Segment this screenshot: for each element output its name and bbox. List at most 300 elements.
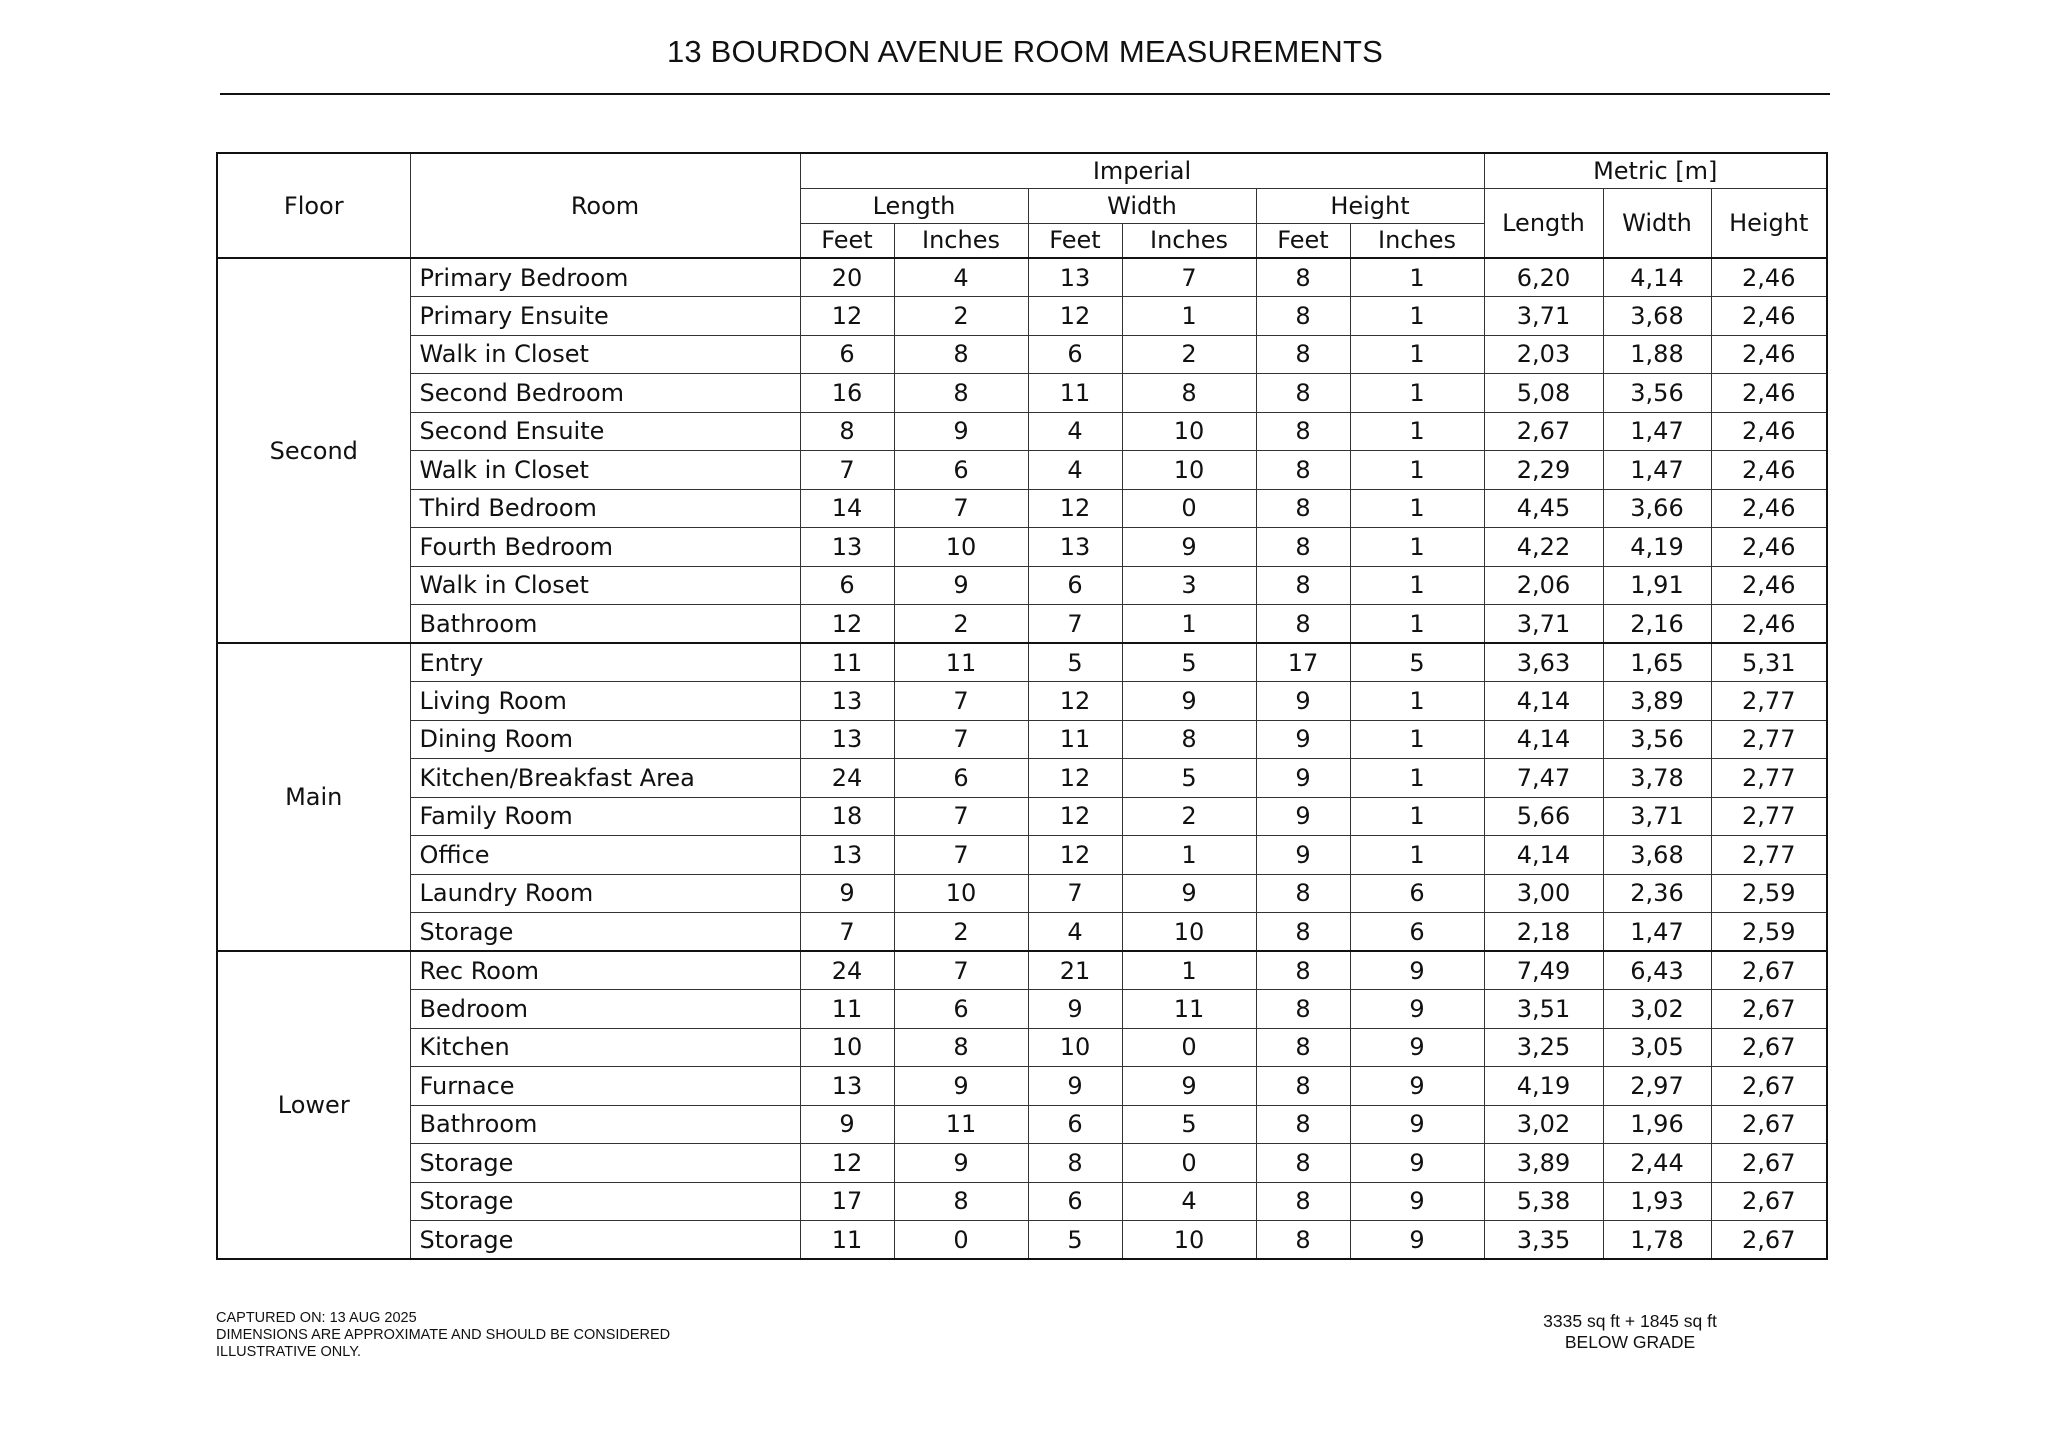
width-feet: 7 xyxy=(1028,874,1122,913)
metric-height: 2,59 xyxy=(1711,874,1827,913)
header-width-inches: Inches xyxy=(1122,223,1256,258)
width-feet: 13 xyxy=(1028,528,1122,567)
width-inches: 10 xyxy=(1122,412,1256,451)
metric-width: 1,88 xyxy=(1603,335,1711,374)
metric-length: 3,71 xyxy=(1484,605,1603,644)
length-feet: 13 xyxy=(800,836,894,875)
length-feet: 13 xyxy=(800,528,894,567)
disclaimer-line-2: ILLUSTRATIVE ONLY. xyxy=(216,1344,362,1360)
metric-width: 3,66 xyxy=(1603,489,1711,528)
room-name: Storage xyxy=(410,1182,800,1221)
area-summary xyxy=(1500,1311,1760,1353)
room-name: Walk in Closet xyxy=(410,451,800,490)
table-body xyxy=(217,258,1827,1259)
metric-length: 5,08 xyxy=(1484,374,1603,413)
height-feet: 8 xyxy=(1256,528,1350,567)
length-feet: 6 xyxy=(800,335,894,374)
height-inches: 1 xyxy=(1350,836,1484,875)
height-inches: 1 xyxy=(1350,528,1484,567)
width-feet: 12 xyxy=(1028,759,1122,798)
length-feet: 16 xyxy=(800,374,894,413)
room-name: Entry xyxy=(410,643,800,682)
height-inches: 1 xyxy=(1350,258,1484,297)
table-row xyxy=(217,335,1827,374)
height-feet: 8 xyxy=(1256,913,1350,952)
height-inches: 9 xyxy=(1350,1182,1484,1221)
metric-width: 3,05 xyxy=(1603,1028,1711,1067)
table-row xyxy=(217,720,1827,759)
width-feet: 7 xyxy=(1028,605,1122,644)
header-room: Room xyxy=(410,153,800,258)
width-inches: 9 xyxy=(1122,682,1256,721)
width-inches: 3 xyxy=(1122,566,1256,605)
length-inches: 8 xyxy=(894,1182,1028,1221)
room-name: Laundry Room xyxy=(410,874,800,913)
metric-width: 3,56 xyxy=(1603,374,1711,413)
length-feet: 6 xyxy=(800,566,894,605)
height-inches: 1 xyxy=(1350,720,1484,759)
length-inches: 2 xyxy=(894,297,1028,336)
width-feet: 10 xyxy=(1028,1028,1122,1067)
room-name: Walk in Closet xyxy=(410,335,800,374)
disclaimer-line-1: DIMENSIONS ARE APPROXIMATE AND SHOULD BE CONSIDERED xyxy=(216,1327,671,1343)
room-name: Second Bedroom xyxy=(410,374,800,413)
room-name: Kitchen/Breakfast Area xyxy=(410,759,800,798)
metric-length: 4,14 xyxy=(1484,720,1603,759)
height-feet: 8 xyxy=(1256,951,1350,990)
width-feet: 4 xyxy=(1028,451,1122,490)
metric-width: 1,93 xyxy=(1603,1182,1711,1221)
header-metric-width: Width xyxy=(1603,188,1711,258)
metric-height: 2,67 xyxy=(1711,1105,1827,1144)
metric-height: 2,77 xyxy=(1711,682,1827,721)
height-feet: 8 xyxy=(1256,374,1350,413)
length-inches: 9 xyxy=(894,1067,1028,1106)
height-inches: 1 xyxy=(1350,297,1484,336)
height-inches: 5 xyxy=(1350,643,1484,682)
metric-height: 2,59 xyxy=(1711,913,1827,952)
room-name: Storage xyxy=(410,1221,800,1260)
table-row xyxy=(217,682,1827,721)
table-row xyxy=(217,1221,1827,1260)
metric-height: 2,77 xyxy=(1711,759,1827,798)
width-inches: 10 xyxy=(1122,913,1256,952)
table-row xyxy=(217,1028,1827,1067)
metric-length: 3,89 xyxy=(1484,1144,1603,1183)
length-feet: 13 xyxy=(800,720,894,759)
page-title: 13 BOURDON AVENUE ROOM MEASUREMENTS xyxy=(666,34,1384,69)
metric-width: 3,56 xyxy=(1603,720,1711,759)
metric-height: 2,46 xyxy=(1711,335,1827,374)
table-row xyxy=(217,528,1827,567)
length-inches: 7 xyxy=(894,797,1028,836)
header-metric: Metric [m] xyxy=(1484,153,1827,188)
header-metric-length: Length xyxy=(1484,188,1603,258)
metric-height: 2,67 xyxy=(1711,951,1827,990)
height-inches: 1 xyxy=(1350,412,1484,451)
length-feet: 12 xyxy=(800,1144,894,1183)
metric-length: 4,19 xyxy=(1484,1067,1603,1106)
metric-width: 2,44 xyxy=(1603,1144,1711,1183)
width-inches: 9 xyxy=(1122,528,1256,567)
height-feet: 8 xyxy=(1256,1182,1350,1221)
length-inches: 9 xyxy=(894,566,1028,605)
metric-length: 6,20 xyxy=(1484,258,1603,297)
height-feet: 8 xyxy=(1256,1144,1350,1183)
room-name: Second Ensuite xyxy=(410,412,800,451)
length-feet: 7 xyxy=(800,451,894,490)
length-inches: 7 xyxy=(894,951,1028,990)
width-feet: 8 xyxy=(1028,1144,1122,1183)
length-inches: 6 xyxy=(894,990,1028,1029)
height-feet: 8 xyxy=(1256,258,1350,297)
metric-height: 2,77 xyxy=(1711,836,1827,875)
length-feet: 17 xyxy=(800,1182,894,1221)
metric-length: 4,14 xyxy=(1484,682,1603,721)
header-height-feet: Feet xyxy=(1256,223,1350,258)
room-name: Bathroom xyxy=(410,605,800,644)
length-inches: 7 xyxy=(894,682,1028,721)
table-row xyxy=(217,1144,1827,1183)
metric-width: 1,47 xyxy=(1603,913,1711,952)
length-feet: 11 xyxy=(800,990,894,1029)
metric-length: 4,14 xyxy=(1484,836,1603,875)
header-floor: Floor xyxy=(217,153,410,258)
table-row xyxy=(217,990,1827,1029)
length-feet: 11 xyxy=(800,643,894,682)
width-inches: 1 xyxy=(1122,951,1256,990)
height-feet: 9 xyxy=(1256,797,1350,836)
width-feet: 5 xyxy=(1028,643,1122,682)
table-row xyxy=(217,874,1827,913)
length-feet: 13 xyxy=(800,682,894,721)
room-name: Bathroom xyxy=(410,1105,800,1144)
length-inches: 6 xyxy=(894,451,1028,490)
table-row xyxy=(217,489,1827,528)
height-inches: 9 xyxy=(1350,1221,1484,1260)
height-inches: 9 xyxy=(1350,1028,1484,1067)
table-row xyxy=(217,412,1827,451)
width-inches: 5 xyxy=(1122,759,1256,798)
header-height-inches: Inches xyxy=(1350,223,1484,258)
header-imperial: Imperial xyxy=(800,153,1484,188)
width-feet: 6 xyxy=(1028,335,1122,374)
floor-label: Main xyxy=(217,643,410,951)
width-inches: 10 xyxy=(1122,451,1256,490)
width-feet: 11 xyxy=(1028,720,1122,759)
floor-label: Lower xyxy=(217,951,410,1259)
metric-height: 2,46 xyxy=(1711,605,1827,644)
table-row xyxy=(217,1182,1827,1221)
height-feet: 9 xyxy=(1256,682,1350,721)
height-feet: 17 xyxy=(1256,643,1350,682)
height-feet: 9 xyxy=(1256,836,1350,875)
width-feet: 4 xyxy=(1028,913,1122,952)
length-inches: 0 xyxy=(894,1221,1028,1260)
length-inches: 2 xyxy=(894,913,1028,952)
height-feet: 8 xyxy=(1256,412,1350,451)
title-divider xyxy=(220,93,1830,95)
room-name: Walk in Closet xyxy=(410,566,800,605)
height-feet: 8 xyxy=(1256,1221,1350,1260)
height-inches: 1 xyxy=(1350,451,1484,490)
length-inches: 8 xyxy=(894,374,1028,413)
header-imperial-width: Width xyxy=(1028,188,1256,223)
height-feet: 8 xyxy=(1256,1105,1350,1144)
header-metric-height: Height xyxy=(1711,188,1827,258)
height-feet: 8 xyxy=(1256,1067,1350,1106)
header-length-feet: Feet xyxy=(800,223,894,258)
width-inches: 2 xyxy=(1122,797,1256,836)
metric-length: 2,67 xyxy=(1484,412,1603,451)
room-name: Dining Room xyxy=(410,720,800,759)
width-feet: 4 xyxy=(1028,412,1122,451)
metric-length: 7,47 xyxy=(1484,759,1603,798)
height-inches: 6 xyxy=(1350,913,1484,952)
metric-width: 2,97 xyxy=(1603,1067,1711,1106)
table-row xyxy=(217,451,1827,490)
table-row xyxy=(217,1067,1827,1106)
metric-length: 3,02 xyxy=(1484,1105,1603,1144)
width-feet: 6 xyxy=(1028,566,1122,605)
metric-height: 2,67 xyxy=(1711,1067,1827,1106)
length-feet: 20 xyxy=(800,258,894,297)
metric-length: 2,06 xyxy=(1484,566,1603,605)
length-inches: 2 xyxy=(894,605,1028,644)
metric-height: 2,67 xyxy=(1711,1144,1827,1183)
width-feet: 12 xyxy=(1028,682,1122,721)
length-inches: 11 xyxy=(894,643,1028,682)
metric-length: 4,45 xyxy=(1484,489,1603,528)
metric-height: 2,46 xyxy=(1711,412,1827,451)
height-feet: 8 xyxy=(1256,489,1350,528)
room-name: Rec Room xyxy=(410,951,800,990)
metric-height: 2,46 xyxy=(1711,528,1827,567)
metric-height: 2,67 xyxy=(1711,1221,1827,1260)
metric-height: 2,46 xyxy=(1711,489,1827,528)
metric-width: 1,65 xyxy=(1603,643,1711,682)
metric-width: 1,47 xyxy=(1603,451,1711,490)
length-inches: 10 xyxy=(894,874,1028,913)
metric-height: 5,31 xyxy=(1711,643,1827,682)
area-total: 3335 sq ft + 1845 sq ft xyxy=(1543,1311,1717,1331)
room-name: Fourth Bedroom xyxy=(410,528,800,567)
table-row xyxy=(217,759,1827,798)
length-inches: 7 xyxy=(894,720,1028,759)
height-feet: 9 xyxy=(1256,759,1350,798)
length-feet: 14 xyxy=(800,489,894,528)
length-feet: 8 xyxy=(800,412,894,451)
room-name: Furnace xyxy=(410,1067,800,1106)
width-feet: 12 xyxy=(1028,836,1122,875)
length-feet: 12 xyxy=(800,605,894,644)
room-name: Living Room xyxy=(410,682,800,721)
height-inches: 1 xyxy=(1350,682,1484,721)
length-feet: 24 xyxy=(800,951,894,990)
header-imperial-height: Height xyxy=(1256,188,1484,223)
metric-length: 3,00 xyxy=(1484,874,1603,913)
room-name: Family Room xyxy=(410,797,800,836)
height-inches: 1 xyxy=(1350,566,1484,605)
captured-date: CAPTURED ON: 13 AUG 2025 xyxy=(216,1310,417,1326)
metric-width: 1,47 xyxy=(1603,412,1711,451)
height-inches: 1 xyxy=(1350,335,1484,374)
width-inches: 11 xyxy=(1122,990,1256,1029)
length-feet: 7 xyxy=(800,913,894,952)
capture-note xyxy=(216,1310,670,1361)
metric-length: 3,25 xyxy=(1484,1028,1603,1067)
width-feet: 11 xyxy=(1028,374,1122,413)
height-inches: 1 xyxy=(1350,797,1484,836)
width-inches: 8 xyxy=(1122,720,1256,759)
table-row xyxy=(217,297,1827,336)
table-row xyxy=(217,605,1827,644)
height-feet: 8 xyxy=(1256,605,1350,644)
metric-width: 1,78 xyxy=(1603,1221,1711,1260)
length-inches: 9 xyxy=(894,1144,1028,1183)
metric-length: 3,35 xyxy=(1484,1221,1603,1260)
length-inches: 7 xyxy=(894,489,1028,528)
width-inches: 1 xyxy=(1122,836,1256,875)
room-name: Third Bedroom xyxy=(410,489,800,528)
metric-length: 2,18 xyxy=(1484,913,1603,952)
room-name: Primary Bedroom xyxy=(410,258,800,297)
room-name: Primary Ensuite xyxy=(410,297,800,336)
metric-length: 5,66 xyxy=(1484,797,1603,836)
metric-height: 2,46 xyxy=(1711,297,1827,336)
metric-height: 2,77 xyxy=(1711,720,1827,759)
table-row xyxy=(217,951,1827,990)
room-name: Kitchen xyxy=(410,1028,800,1067)
room-name: Bedroom xyxy=(410,990,800,1029)
width-inches: 4 xyxy=(1122,1182,1256,1221)
metric-length: 3,51 xyxy=(1484,990,1603,1029)
metric-length: 2,29 xyxy=(1484,451,1603,490)
header-width-feet: Feet xyxy=(1028,223,1122,258)
height-inches: 9 xyxy=(1350,990,1484,1029)
height-feet: 8 xyxy=(1256,297,1350,336)
length-inches: 7 xyxy=(894,836,1028,875)
height-inches: 6 xyxy=(1350,874,1484,913)
width-feet: 9 xyxy=(1028,990,1122,1029)
room-name: Storage xyxy=(410,913,800,952)
height-inches: 9 xyxy=(1350,1067,1484,1106)
metric-height: 2,67 xyxy=(1711,1182,1827,1221)
length-feet: 9 xyxy=(800,1105,894,1144)
length-inches: 11 xyxy=(894,1105,1028,1144)
height-inches: 1 xyxy=(1350,374,1484,413)
length-feet: 11 xyxy=(800,1221,894,1260)
metric-height: 2,67 xyxy=(1711,1028,1827,1067)
height-feet: 8 xyxy=(1256,990,1350,1029)
table-row xyxy=(217,374,1827,413)
height-inches: 1 xyxy=(1350,605,1484,644)
width-feet: 12 xyxy=(1028,489,1122,528)
metric-length: 3,71 xyxy=(1484,297,1603,336)
length-feet: 18 xyxy=(800,797,894,836)
width-inches: 9 xyxy=(1122,874,1256,913)
metric-length: 7,49 xyxy=(1484,951,1603,990)
width-inches: 1 xyxy=(1122,297,1256,336)
metric-width: 4,14 xyxy=(1603,258,1711,297)
room-name: Storage xyxy=(410,1144,800,1183)
metric-height: 2,46 xyxy=(1711,258,1827,297)
table-row xyxy=(217,258,1827,297)
metric-width: 6,43 xyxy=(1603,951,1711,990)
height-feet: 8 xyxy=(1256,335,1350,374)
width-inches: 9 xyxy=(1122,1067,1256,1106)
width-feet: 6 xyxy=(1028,1182,1122,1221)
length-inches: 4 xyxy=(894,258,1028,297)
metric-height: 2,46 xyxy=(1711,451,1827,490)
table-row xyxy=(217,1105,1827,1144)
metric-length: 5,38 xyxy=(1484,1182,1603,1221)
metric-width: 3,68 xyxy=(1603,297,1711,336)
height-inches: 9 xyxy=(1350,1144,1484,1183)
width-inches: 0 xyxy=(1122,1028,1256,1067)
area-note: BELOW GRADE xyxy=(1564,1332,1696,1352)
width-feet: 5 xyxy=(1028,1221,1122,1260)
length-inches: 8 xyxy=(894,335,1028,374)
length-feet: 24 xyxy=(800,759,894,798)
table-row xyxy=(217,643,1827,682)
width-inches: 10 xyxy=(1122,1221,1256,1260)
height-feet: 8 xyxy=(1256,566,1350,605)
table-row xyxy=(217,797,1827,836)
metric-height: 2,46 xyxy=(1711,566,1827,605)
metric-length: 3,63 xyxy=(1484,643,1603,682)
metric-length: 4,22 xyxy=(1484,528,1603,567)
floor-label: Second xyxy=(217,258,410,643)
length-inches: 10 xyxy=(894,528,1028,567)
width-inches: 8 xyxy=(1122,374,1256,413)
room-measurements-table xyxy=(216,152,1828,1260)
metric-width: 1,96 xyxy=(1603,1105,1711,1144)
length-feet: 10 xyxy=(800,1028,894,1067)
table-row xyxy=(217,913,1827,952)
height-feet: 8 xyxy=(1256,451,1350,490)
length-inches: 9 xyxy=(894,412,1028,451)
table-row xyxy=(217,566,1827,605)
header-imperial-length: Length xyxy=(800,188,1028,223)
height-feet: 8 xyxy=(1256,1028,1350,1067)
metric-height: 2,46 xyxy=(1711,374,1827,413)
height-inches: 1 xyxy=(1350,489,1484,528)
width-inches: 1 xyxy=(1122,605,1256,644)
metric-width: 3,78 xyxy=(1603,759,1711,798)
metric-height: 2,77 xyxy=(1711,797,1827,836)
width-inches: 0 xyxy=(1122,489,1256,528)
metric-width: 2,16 xyxy=(1603,605,1711,644)
metric-width: 4,19 xyxy=(1603,528,1711,567)
metric-length: 2,03 xyxy=(1484,335,1603,374)
length-inches: 8 xyxy=(894,1028,1028,1067)
length-feet: 12 xyxy=(800,297,894,336)
width-inches: 2 xyxy=(1122,335,1256,374)
room-name: Office xyxy=(410,836,800,875)
table-row xyxy=(217,836,1827,875)
length-feet: 9 xyxy=(800,874,894,913)
width-inches: 5 xyxy=(1122,1105,1256,1144)
height-inches: 9 xyxy=(1350,1105,1484,1144)
width-inches: 0 xyxy=(1122,1144,1256,1183)
height-inches: 1 xyxy=(1350,759,1484,798)
width-feet: 12 xyxy=(1028,297,1122,336)
height-feet: 8 xyxy=(1256,874,1350,913)
metric-width: 3,68 xyxy=(1603,836,1711,875)
width-feet: 9 xyxy=(1028,1067,1122,1106)
width-feet: 21 xyxy=(1028,951,1122,990)
